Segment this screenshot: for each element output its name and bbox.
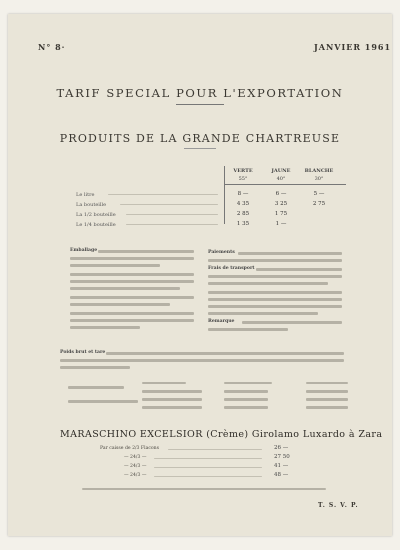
text-line [224,398,268,401]
text-line [208,275,342,278]
issue-number: N° 8· [38,42,66,52]
text-line [208,282,328,285]
col-unit-blanche: 30° [314,176,324,182]
leader-line [168,449,262,450]
text-line [70,296,194,299]
price-cell: 1 75 [274,211,288,217]
section-heading-paiements: Paiements [208,250,235,255]
maraschino-row-label: — 24/3 — [124,455,147,460]
text-line [306,406,348,409]
text-line [68,400,138,403]
text-line [70,319,194,322]
text-line [208,305,342,308]
text-line [306,398,348,401]
text-line [208,328,288,331]
price-cell: 8 — [237,191,249,197]
maraschino-title: MARASCHINO EXCELSIOR (Crème) Girolamo Luxardo à Zara [60,429,383,440]
col-header-verte: VERTE [233,168,253,174]
text-line [142,390,202,393]
tsvp-note: T. S. V. P. [318,502,359,509]
maraschino-row-label: — 24/3 — [124,473,147,478]
text-line [208,291,342,294]
price-cell: 5 — [313,191,325,197]
price-cell: 3 25 [274,201,288,207]
leader-line [154,458,262,459]
text-line [70,303,170,306]
section-heading-transport: Frais de transport [208,266,255,271]
text-line [256,268,342,271]
leader-line [126,214,218,215]
text-line [70,312,194,315]
row-label: La 1/2 bouteille [76,212,116,218]
maraschino-row-label: — 24/3 — [124,464,147,469]
leader-line [126,224,218,225]
text-line [208,259,342,262]
col-header-jaune: JAUNE [271,168,291,174]
text-line [68,386,124,389]
text-line [70,273,194,276]
price-cell: 2 75 [312,201,326,207]
section-heading-remarque: Remarque [208,319,235,324]
price-cell: 4 35 [236,201,250,207]
maraschino-row-label: Par caisse de 2/3 Flacons [100,446,159,451]
col-unit-jaune: 40° [276,176,286,182]
price-cell: 6 — [275,191,287,197]
row-label: Le 1/4 bouteille [76,222,116,228]
text-line [70,264,160,267]
price-cell: 2 85 [236,211,250,217]
leader-line [120,204,218,205]
maraschino-price: 27 50 [274,454,290,460]
text-line [70,287,180,290]
leader-line [154,467,262,468]
text-line [142,398,202,401]
text-line [238,252,342,255]
section-heading-emballage: Emballage [70,248,98,253]
main-title: TARIF SPECIAL POUR L'EXPORTATION [56,86,344,100]
section-heading-poids: Poids brut et tare [60,350,106,355]
text-line [208,312,318,315]
text-line [306,382,348,384]
col-unit-verte: 55° [238,176,248,182]
text-line [242,321,342,324]
title-underline [176,104,224,105]
row-label: La bouteille [76,202,107,208]
text-line [142,382,186,384]
document-page [8,14,392,536]
subtitle-underline [184,148,216,149]
text-line [98,250,194,253]
text-line [70,280,194,283]
text-line [224,406,268,409]
maraschino-price: 26 — [274,445,289,451]
text-line [142,406,202,409]
text-line [106,352,344,355]
text-line [82,488,326,490]
leader-line [154,476,262,477]
price-cell: 1 35 [236,221,250,227]
text-line [60,359,344,362]
subtitle: PRODUITS DE LA GRANDE CHARTREUSE [59,132,341,145]
text-line [208,298,342,301]
text-line [224,390,268,393]
table-rule-header [224,184,346,185]
table-rule-left [224,166,225,224]
issue-date: JANVIER 1961 [314,42,392,52]
col-header-blanche: BLANCHE [304,168,334,174]
maraschino-price: 41 — [274,463,289,469]
leader-line [108,194,218,195]
text-line [70,326,140,329]
maraschino-price: 48 — [274,472,289,478]
text-line [306,390,348,393]
row-label: Le litre [76,192,95,198]
price-cell: 1 — [275,221,287,227]
text-line [224,382,272,384]
text-line [70,257,194,260]
text-line [60,366,130,369]
